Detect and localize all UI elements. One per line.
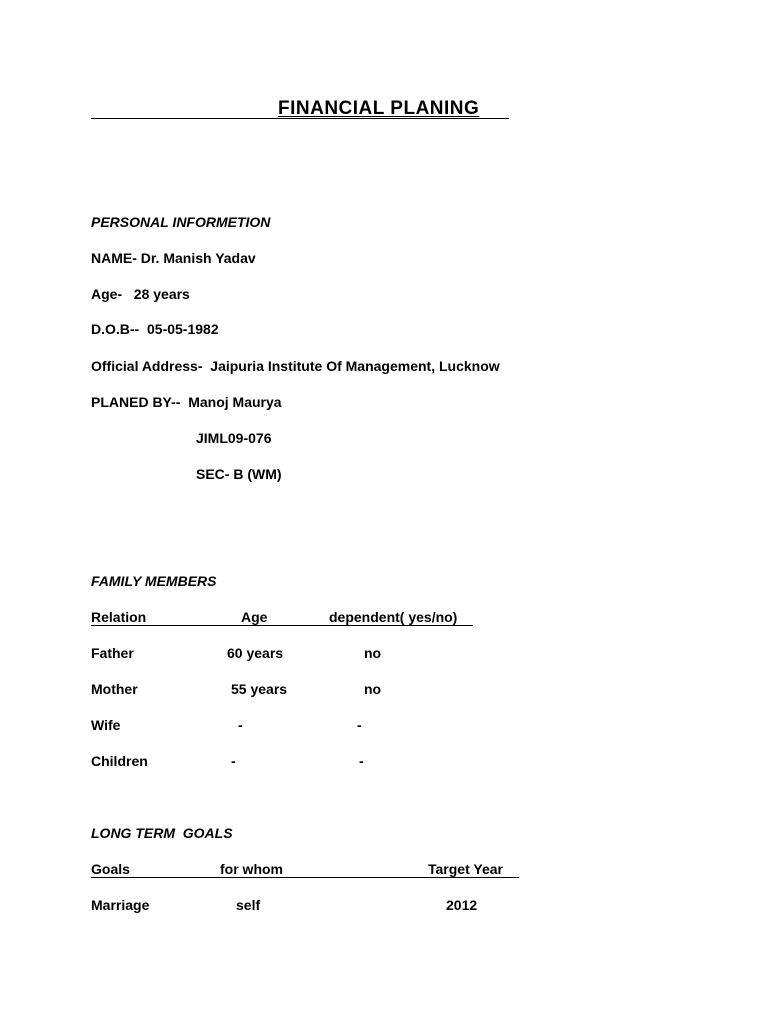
relation-cell: Wife [91, 717, 121, 733]
column-header-for-whom: for whom [220, 861, 283, 877]
age-cell: 60 years [227, 645, 284, 661]
dependent-cell: no [364, 681, 382, 697]
target-year-cell: 2012 [446, 897, 478, 913]
header-underline [91, 877, 519, 878]
column-header-dependent: dependent( yes/no) [329, 609, 458, 625]
age-cell: - [238, 717, 243, 733]
for-whom-cell: self [236, 897, 261, 913]
age-line: Age- 28 years [91, 286, 190, 302]
relation-cell: Father [91, 645, 134, 661]
dependent-cell: - [357, 717, 362, 733]
relation-cell: Children [91, 753, 148, 769]
family-members-heading: FAMILY MEMBERS [91, 573, 217, 589]
age-cell: - [231, 753, 236, 769]
age-cell: 55 years [231, 681, 288, 697]
planned-by-line: PLANED BY-- Manoj Maurya [91, 394, 282, 410]
dependent-cell: no [364, 645, 382, 661]
document-title: FINANCIAL PLANING [278, 98, 480, 119]
relation-cell: Mother [91, 681, 138, 697]
column-header-goals: Goals [91, 861, 130, 877]
dependent-cell: - [359, 753, 364, 769]
dob-line: D.O.B-- 05-05-1982 [91, 321, 219, 337]
goal-cell: Marriage [91, 897, 150, 913]
column-header-relation: Relation [91, 609, 147, 625]
family-table-header [91, 608, 473, 626]
long-term-goals-heading: LONG TERM GOALS [91, 825, 233, 841]
address-line: Official Address- Jaipuria Institute Of Management, Lucknow [91, 358, 500, 374]
section-line: SEC- B (WM) [196, 466, 282, 482]
name-line: NAME- Dr. Manish Yadav [91, 250, 256, 266]
personal-info-heading: PERSONAL INFORMETION [91, 214, 271, 230]
roll-number: JIML09-076 [196, 430, 272, 446]
column-header-target-year: Target Year [428, 861, 503, 877]
goals-table-header [91, 860, 519, 878]
header-underline [91, 625, 473, 626]
column-header-age: Age [241, 609, 268, 625]
